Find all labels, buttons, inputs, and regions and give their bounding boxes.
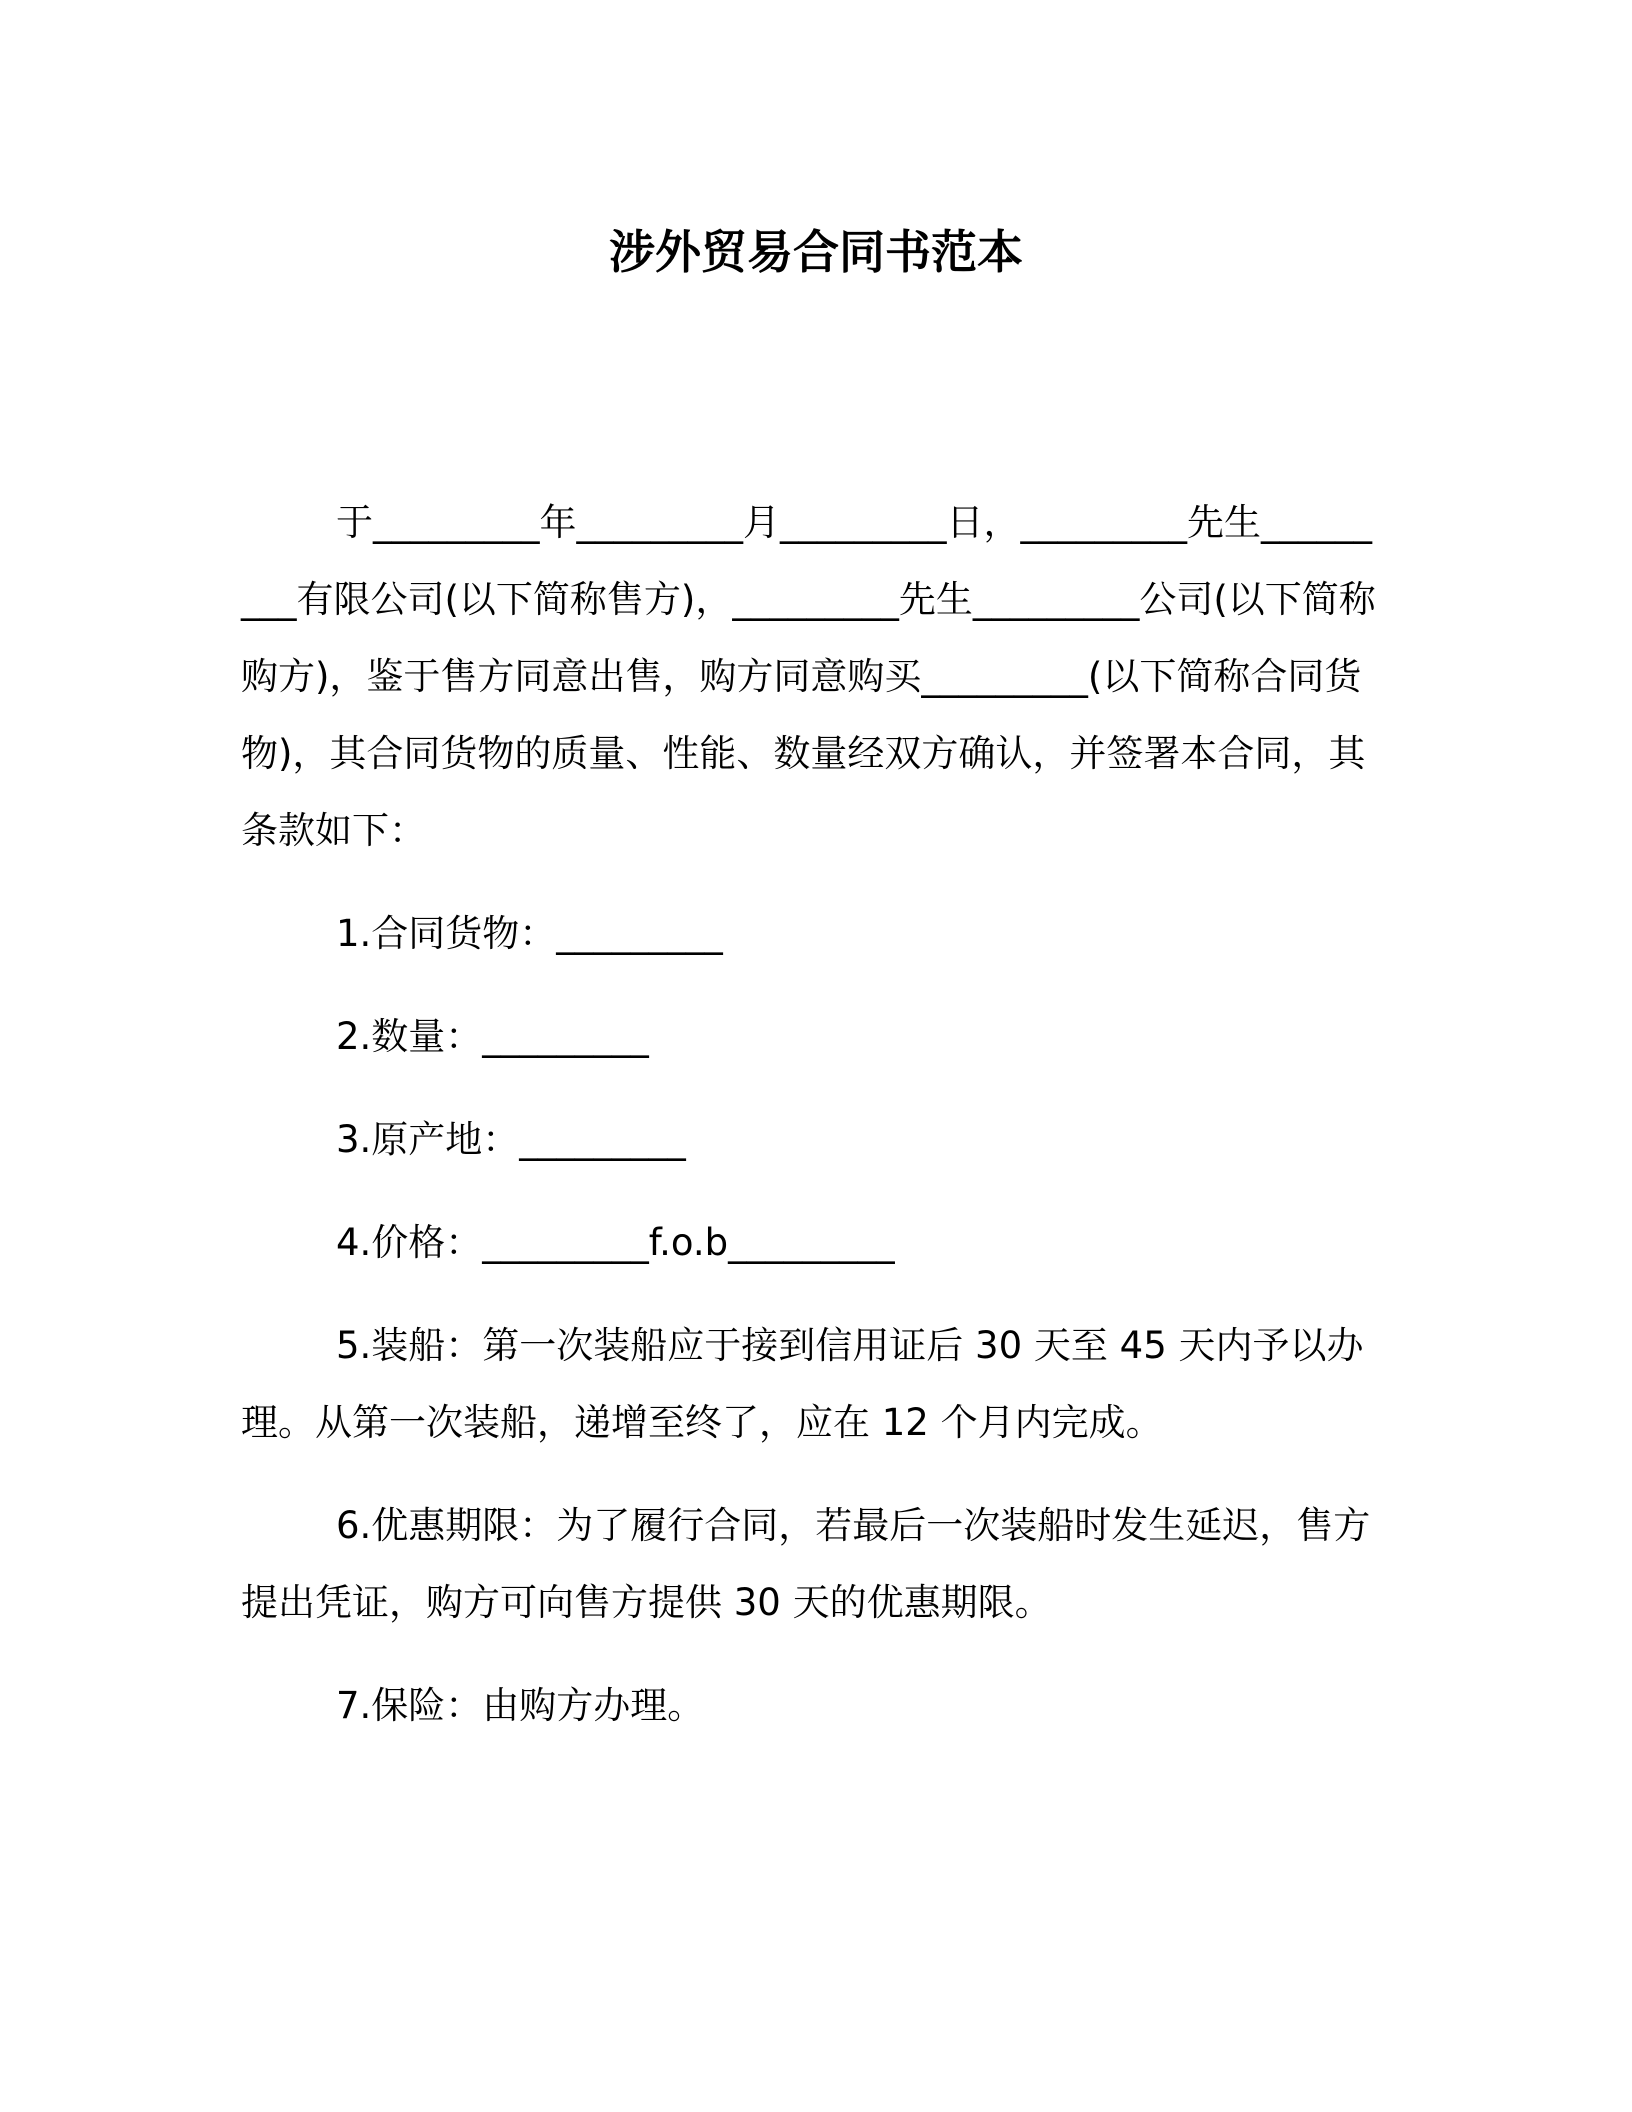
clause-shipment: 5.装船：第一次装船应于接到信用证后 30 天至 45 天内予以办理。从第一次装船，递增至终了，应在 12 个月内完成。 (241, 1324, 1364, 1444)
document-title: 涉外贸易合同书范本 (609, 225, 1023, 279)
preamble-section (241, 484, 1386, 869)
clause-price: 4.价格：_________f.o.b_________ (336, 1221, 895, 1264)
clause-goods: 1.合同货物：_________ (336, 912, 723, 955)
clauses-section (241, 895, 1386, 1770)
clause-origin: 3.原产地：_________ (336, 1118, 686, 1161)
clause-quantity: 2.数量：_________ (336, 1015, 649, 1058)
clause-insurance: 7.保险：由购方办理。 (336, 1684, 705, 1727)
preamble-paragraph: 于_________年_________月_________日，_________先生_________有限公司(以下简称售方)，_________先生_________公司(以下简称购方)，鉴于售方同意出售，购方同意购买_________(以下简称合同货物)，其合同货物的质量、性能、数量经双方确认，并签署本合同，其条款如下： (241, 501, 1376, 852)
clause-grace-period: 6.优惠期限：为了履行合同，若最后一次装船时发生延迟，售方提出凭证，购方可向售方提供 30 天的优惠期限。 (241, 1504, 1371, 1624)
